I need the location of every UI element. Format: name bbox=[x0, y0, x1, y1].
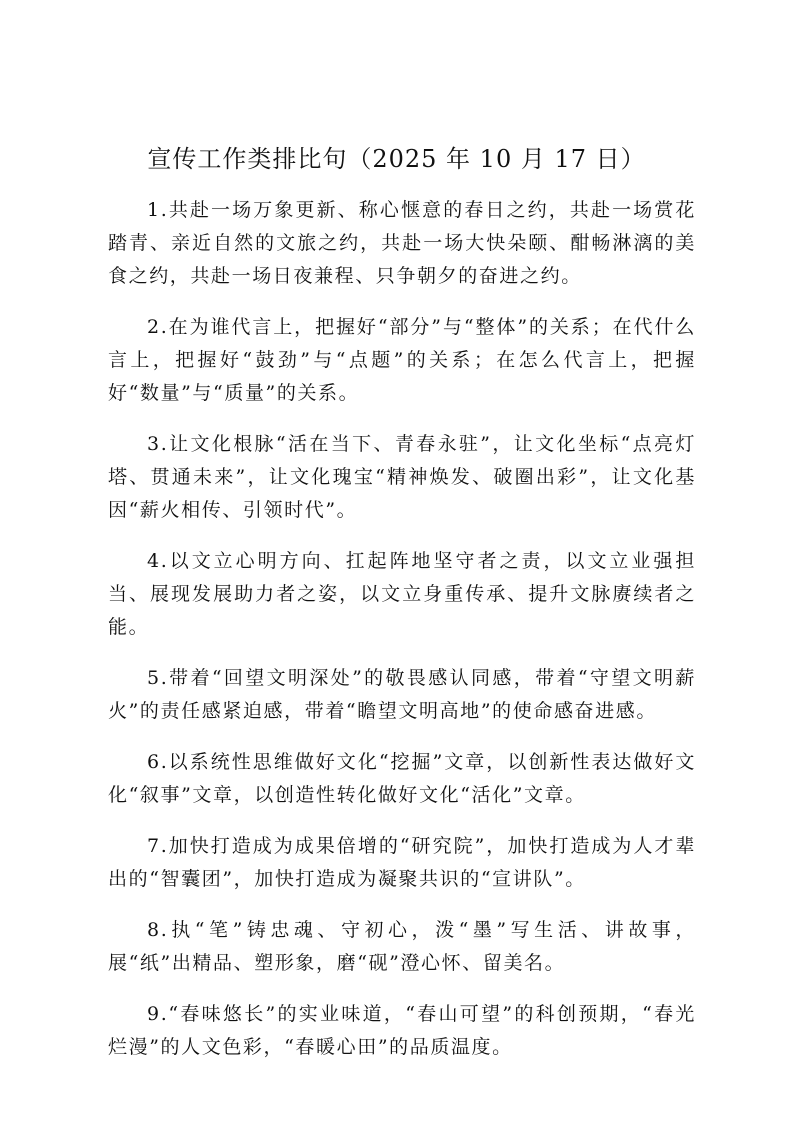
paragraph-6: 6.以系统性思维做好文化“挖掘”文章，以创新性表达做好文化“叙事”文章，以创造性转化做好文化“活化”文章。 bbox=[108, 751, 696, 806]
document-title: 宣传工作类排比句（2025 年 10 月 17 日） bbox=[147, 145, 646, 173]
paragraph-5: 5.带着“回望文明深处”的敬畏感认同感，带着“守望文明薪火”的责任感紧迫感，带着“瞻望文明高地”的使命感奋进感。 bbox=[108, 667, 696, 722]
paragraph-2: 2.在为谁代言上，把握好“部分”与“整体”的关系；在代什么言上，把握好“鼓劲”与“点题”的关系；在怎么代言上，把握好“数量”与“质量”的关系。 bbox=[108, 316, 696, 404]
paragraph-7: 7.加快打造成为成果倍增的“研究院”，加快打造成为人才辈出的“智囊团”，加快打造成为凝聚共识的“宣讲队”。 bbox=[108, 835, 696, 890]
paragraph-1: 1.共赴一场万象更新、称心惬意的春日之约，共赴一场赏花踏青、亲近自然的文旅之约，共赴一场大快朵颐、酣畅淋漓的美食之约，共赴一场日夜兼程、只争朝夕的奋进之约。 bbox=[108, 199, 696, 287]
paragraph-9: 9.“春味悠长”的实业味道，“春山可望”的科创预期，“春光烂漫”的人文色彩，“春暖心田”的品质温度。 bbox=[108, 1003, 696, 1058]
document-body bbox=[108, 194, 696, 1082]
paragraph-8: 8.执“笔”铸忠魂、守初心，泼“墨”写生活、讲故事，展“纸”出精品、塑形象，磨“砚”澄心怀、留美名。 bbox=[108, 919, 696, 974]
paragraph-3: 3.让文化根脉“活在当下、青春永驻”，让文化坐标“点亮灯塔、贯通未来”，让文化瑰宝“精神焕发、破圈出彩”，让文化基因“薪火相传、引领时代”。 bbox=[108, 433, 696, 521]
paragraph-4: 4.以文立心明方向、扛起阵地坚守者之责，以文立业强担当、展现发展助力者之姿，以文立身重传承、提升文脉赓续者之能。 bbox=[108, 550, 696, 638]
